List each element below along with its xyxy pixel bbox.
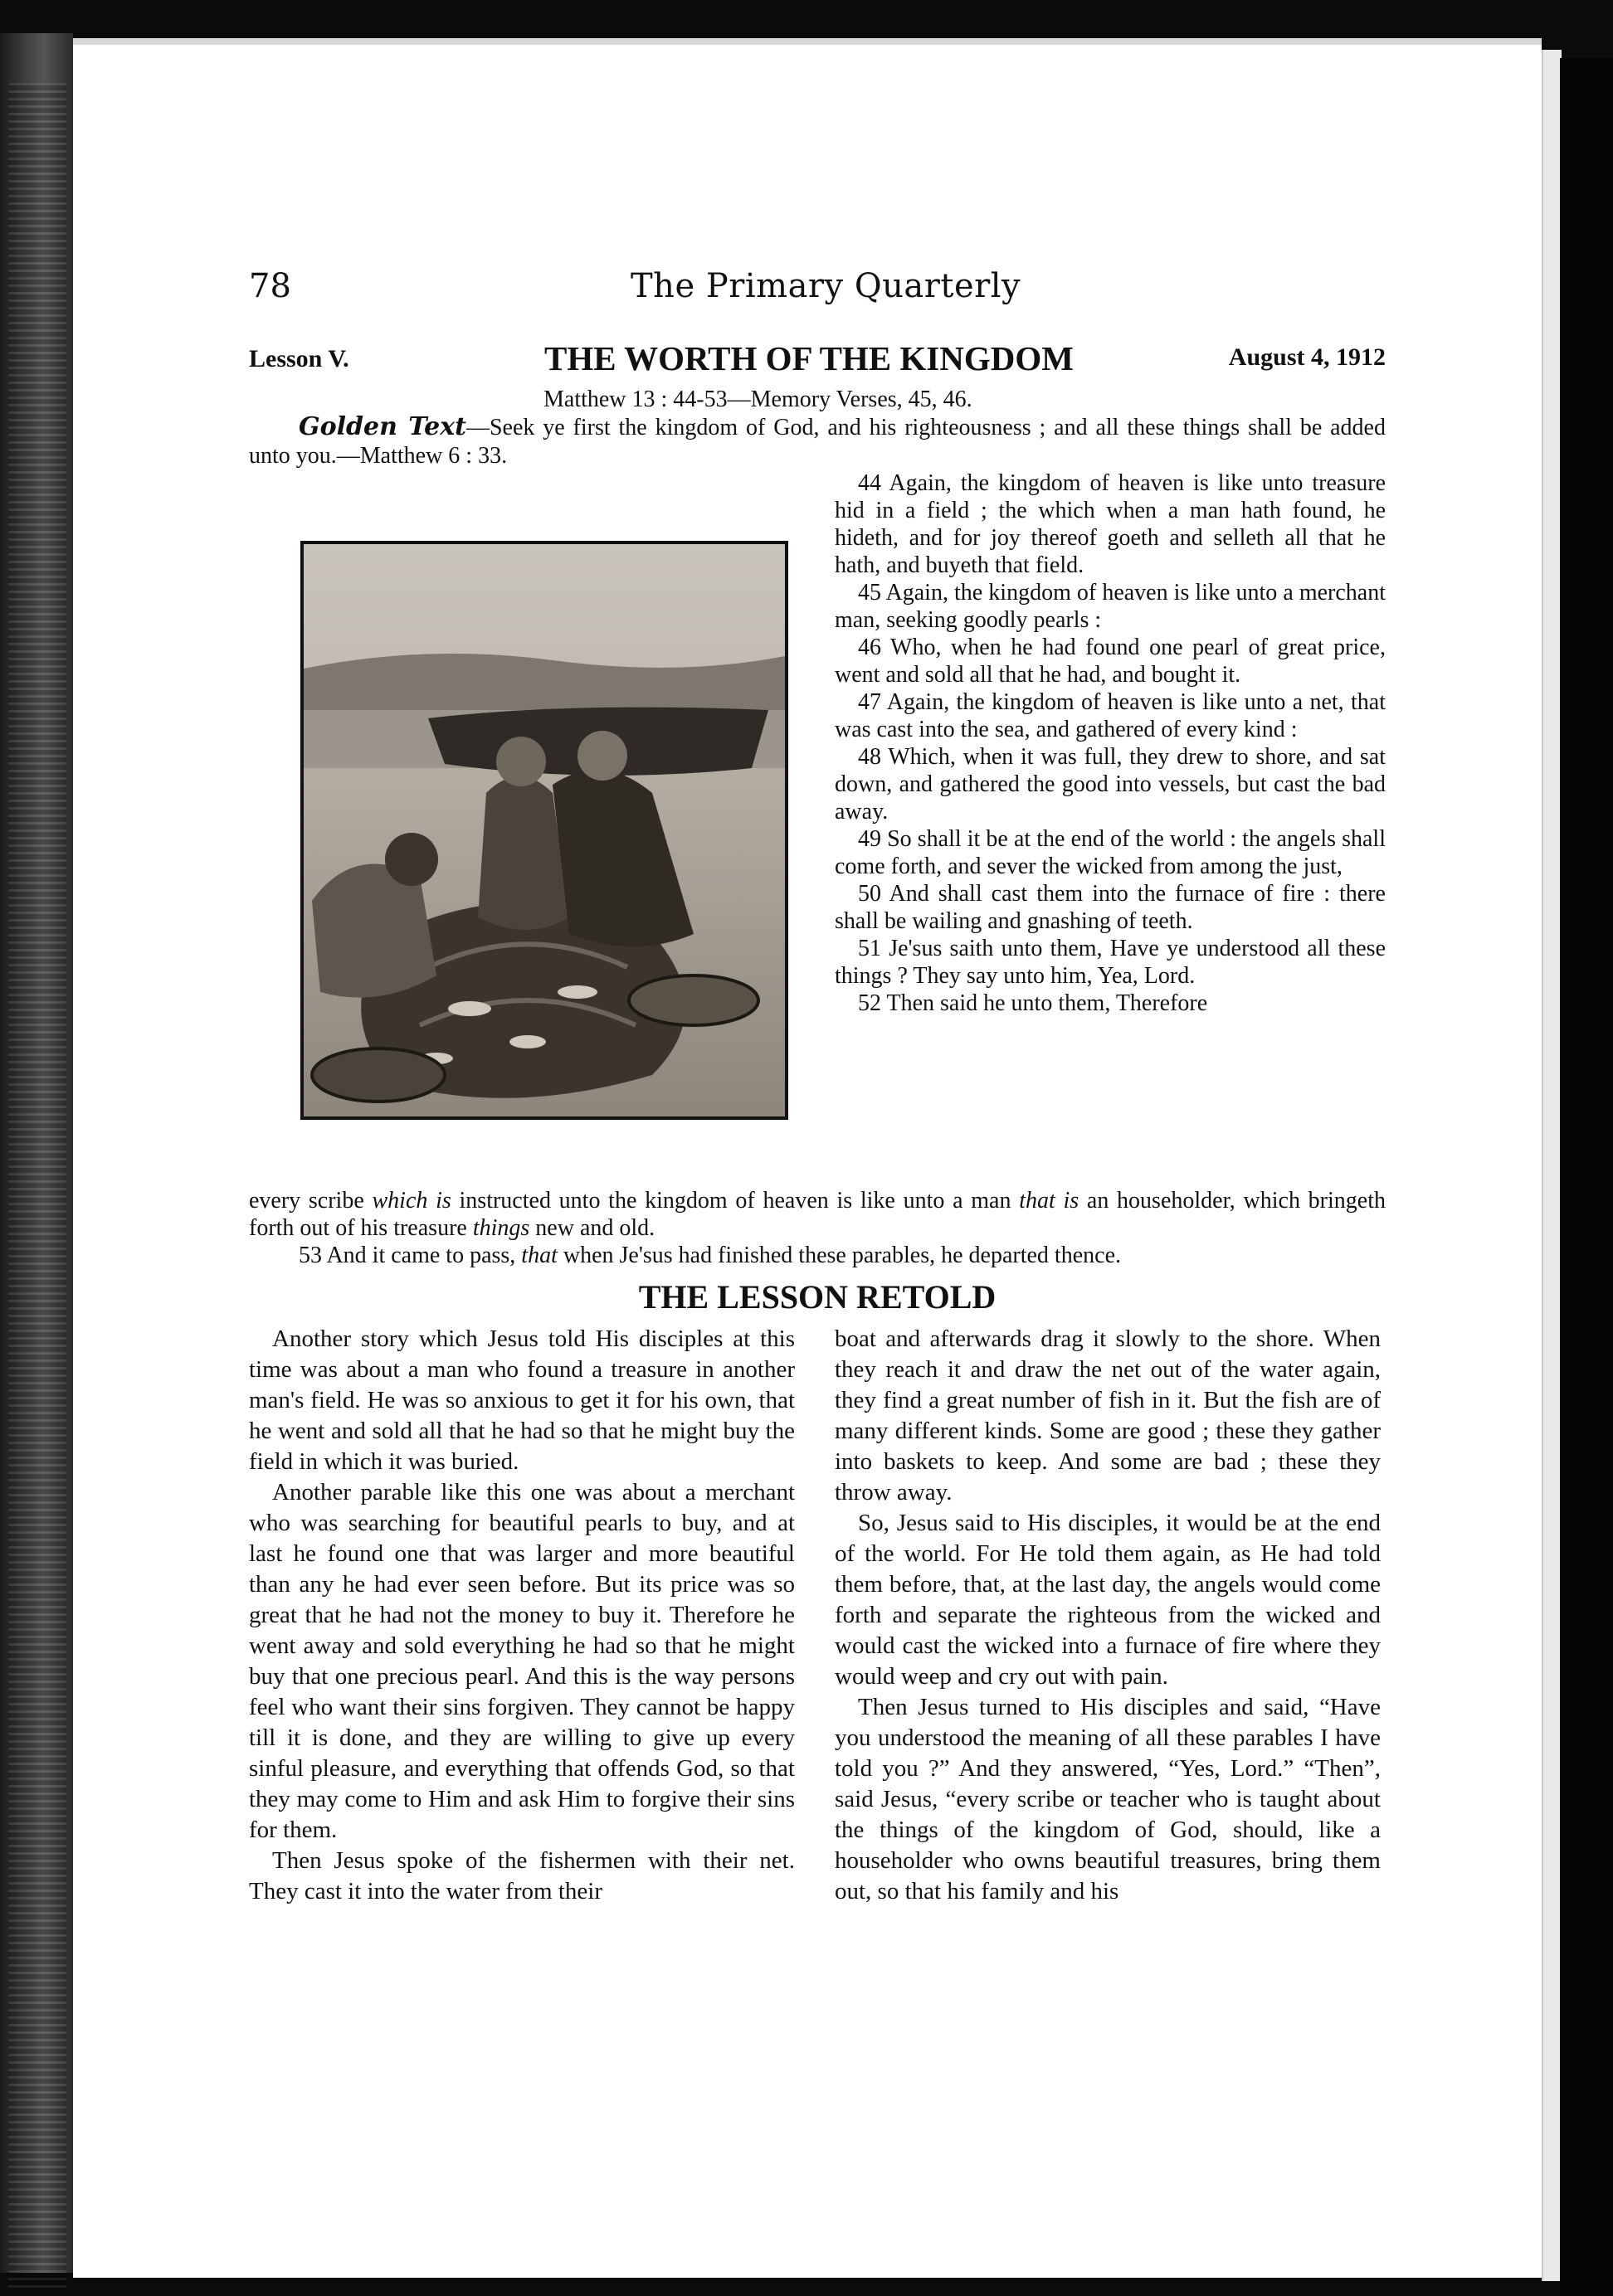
golden-text: [249, 413, 1386, 470]
retold-paragraph: Then Jesus spoke of the fishermen with their net. They cast it into the water from their: [249, 1847, 795, 1904]
lesson-date: August 4, 1912: [1228, 343, 1386, 371]
retold-left-column: [249, 1324, 795, 1907]
verse-52-text-a: every scribe: [249, 1188, 373, 1214]
verse-49: 49 So shall it be at the end of the world : the angels shall come forth, and sever the wicked from among the just,: [835, 826, 1386, 879]
book-spine: [0, 33, 73, 2273]
verse-47: 47 Again, the kingdom of heaven is like unto a net, that was cast into the sea, and gathered of every kind :: [835, 689, 1386, 742]
golden-text-label: Golden Text: [299, 412, 466, 441]
scripture-reference: Matthew 13 : 44-53—Memory Verses, 45, 46.: [543, 387, 972, 412]
retold-paragraph: Another parable like this one was about a merchant who was searching for beautiful pearls to buy, and at last he found one that was larger and more beautiful than any he had ever seen before. But its price was so great that he had not the money to buy it. Therefore he went away and sold everything he had so that he might buy that one precious pearl. And this is the way persons feel who want their sins forgiven. They cannot be happy till it is done, and they are willing to give up every sinful pleasure, and everything that offends God, so that they may come to Him and ask Him to forgive their sins for them.: [249, 1479, 795, 1843]
verse-52-continued: [249, 1187, 1386, 1242]
scan-border: [1560, 58, 1613, 2296]
scripture-verses-column: [835, 469, 1386, 1017]
verse-53: [249, 1242, 1386, 1269]
verse-52-text-d: new and old.: [529, 1215, 655, 1241]
running-head: [249, 267, 1386, 317]
verse-51: 51 Je'sus saith unto them, Have ye understood all these things ? They say unto him, Yea, Lord.: [835, 936, 1386, 989]
verse-53-italic: that: [521, 1243, 558, 1268]
lesson-label: Lesson V.: [249, 345, 349, 372]
verse-48: 48 Which, when it was full, they drew to shore, and sat down, and gathered the good into vessels, but cast the bad away.: [835, 744, 1386, 825]
lesson-header: [249, 338, 1386, 385]
fishermen-illustration: [300, 541, 788, 1120]
retold-paragraph: So, Jesus said to His disciples, it would be at the end of the world. For He told them again, as He had told them before, that, at the last day, the angels would come forth and separate the righteous from the wicked and would cast the wicked into a furnace of fire where they would weep and cry out with pain.: [835, 1510, 1381, 1690]
verse-52-italic-a: which is: [372, 1188, 451, 1214]
verse-46: 46 Who, when he had found one pearl of great price, went and sold all that he had, and bought it.: [835, 635, 1386, 688]
verse-53-text-b: when Je'sus had finished these parables, he departed thence.: [557, 1243, 1121, 1268]
lesson-title: THE WORTH OF THE KINGDOM: [544, 339, 1074, 377]
retold-paragraph: Another story which Jesus told His disciples at this time was about a man who found a treasure in another man's field. He was so anxious to get it for his own, that he went and sold all that he had so that he might buy the field in which it was buried.: [249, 1326, 795, 1475]
golden-text-body: —Seek ye first the kingdom of God, and his righteousness ; and all these things shall be added unto you.—Matthew 6 : 33.: [249, 415, 1386, 469]
verse-50: 50 And shall cast them into the furnace of fire : there shall be wailing and gnashing of teeth.: [835, 881, 1386, 934]
retold-right-column: [835, 1324, 1381, 1907]
illustration-drawing: [304, 544, 785, 1116]
verse-52-italic-c: things: [472, 1215, 530, 1241]
verse-52-italic-b: that is: [1019, 1188, 1079, 1214]
retold-paragraph: Then Jesus turned to His disciples and said, “Have you understood the meaning of all these parables I have told you ?” And they answered, “Yes, Lord.” “Then”, said Jesus, “every scribe or teacher who is taught about the things of the kingdom of God, should, like a householder who owns beautiful treasures, bring them out, so that his family and his: [835, 1694, 1381, 1904]
verse-52-text-c: an householder, which bringeth forth out of his treasure: [249, 1188, 1386, 1241]
lesson-retold-title: THE LESSON RETOLD: [638, 1278, 997, 1316]
retold-paragraph: boat and afterwards drag it slowly to the shore. When they reach it and draw the net out of the water again, they find a great number of fish in it. But the fish are of many different kinds. Some are good ; these they gather into baskets to keep. And some are bad ; these they throw away.: [835, 1326, 1381, 1506]
verses-full-width: [249, 1187, 1386, 1269]
verse-52-start: 52 Then said he unto them, Therefore: [858, 990, 1208, 1016]
verse-52-text-b: instructed unto the kingdom of heaven is like unto a man: [451, 1188, 1020, 1214]
verse-53-text-a: 53 And it came to pass,: [299, 1243, 522, 1268]
page-number: 78: [249, 267, 291, 305]
verse-45: 45 Again, the kingdom of heaven is like unto a merchant man, seeking goodly pearls :: [835, 580, 1386, 633]
spine-texture: [8, 83, 66, 2289]
journal-title: The Primary Quarterly: [631, 267, 1021, 305]
verse-44: 44 Again, the kingdom of heaven is like unto treasure hid in a field ; the which when a man hath found, he hideth, and for joy thereof goeth and selleth all that he hath, and buyeth that field.: [835, 470, 1386, 578]
next-page-edge: [1542, 50, 1562, 2281]
